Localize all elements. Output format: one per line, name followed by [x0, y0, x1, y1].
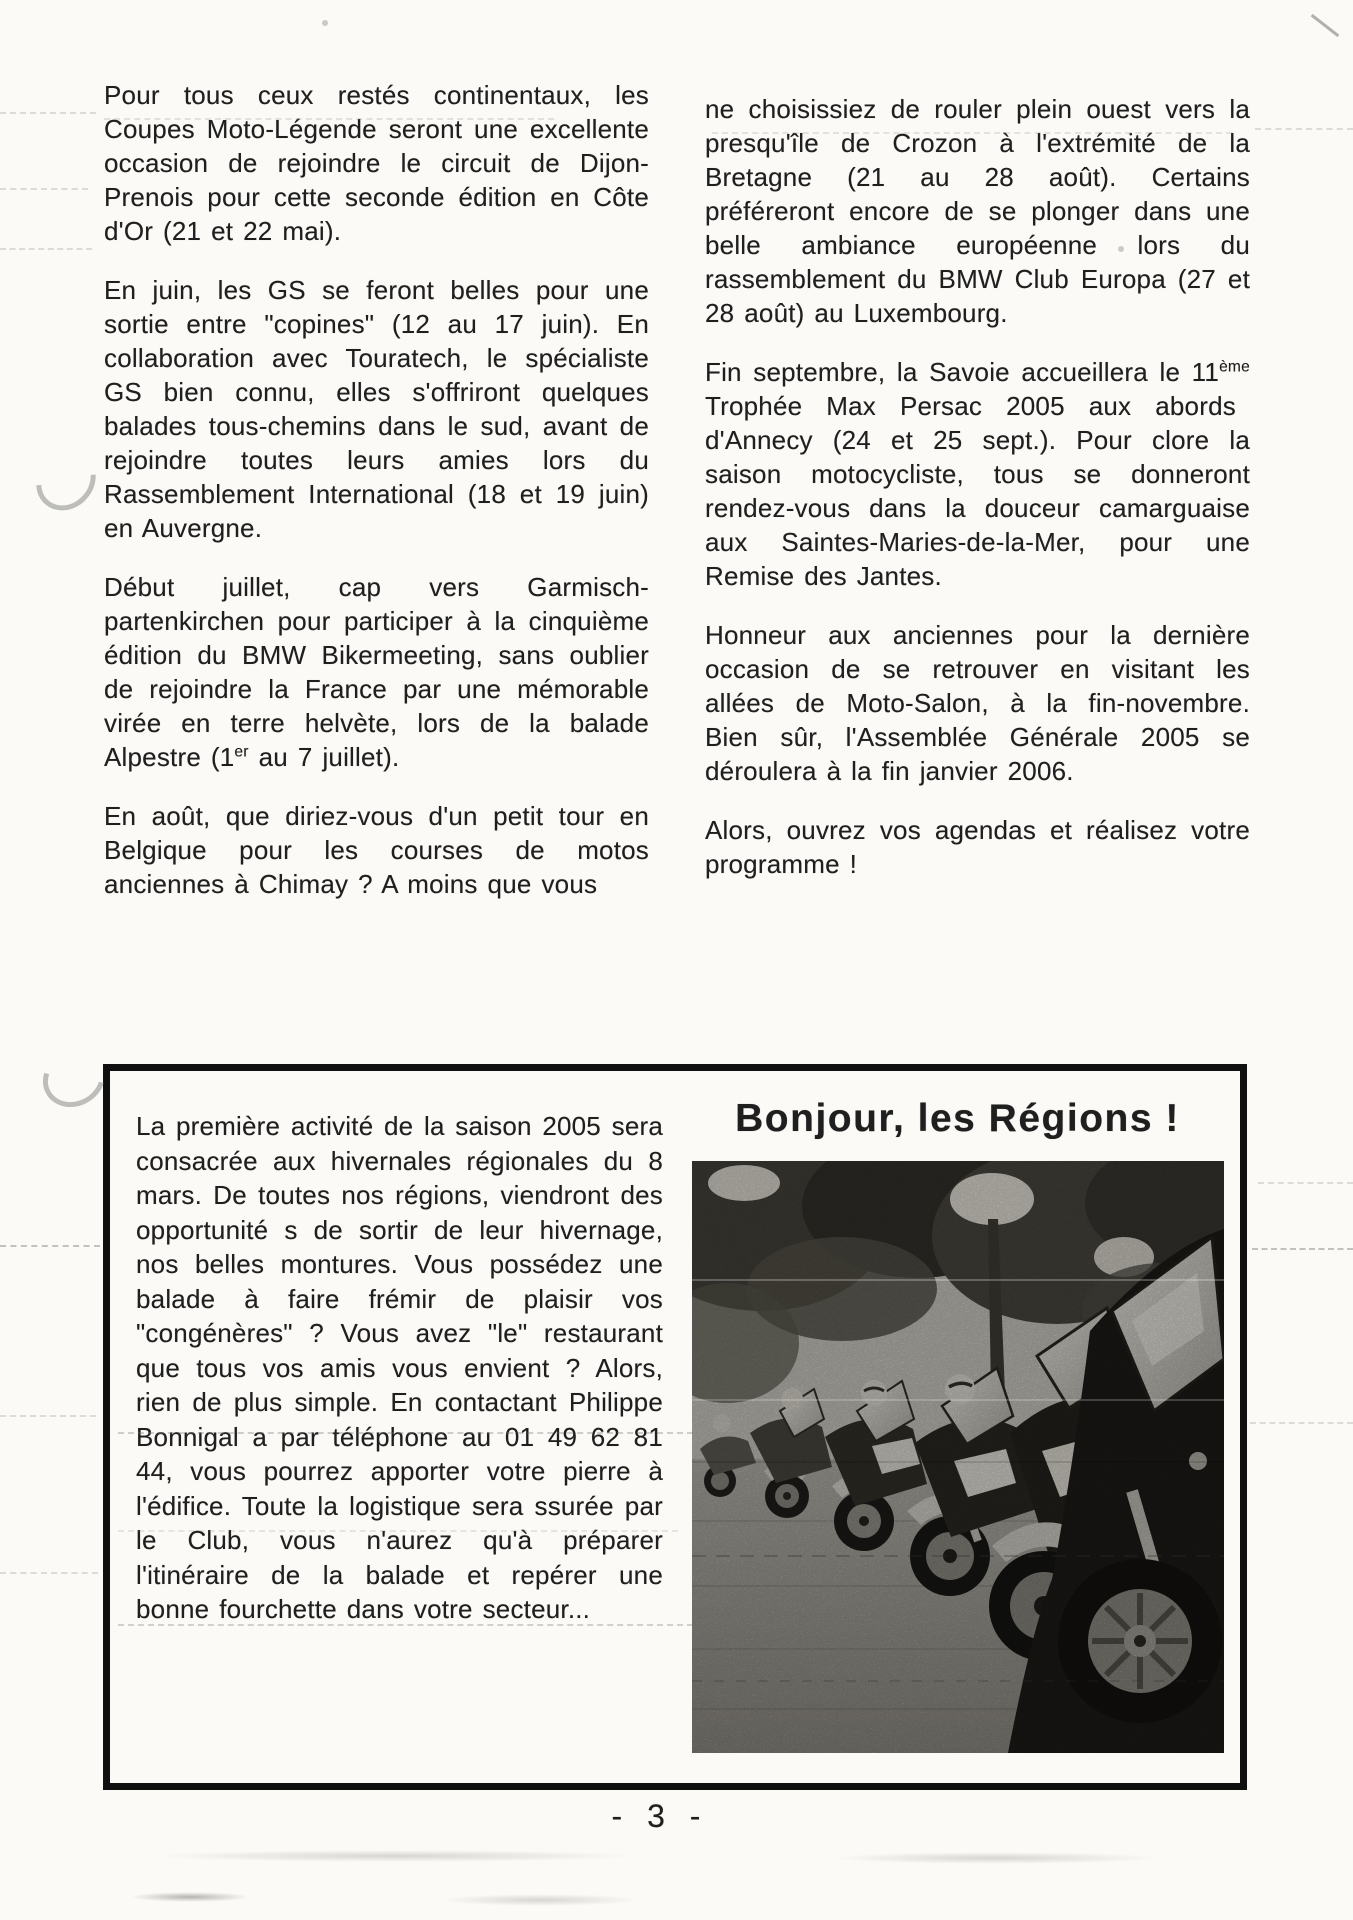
superscript: er — [234, 743, 249, 761]
paragraph-text: Trophée Max Persac 2005 aux abords d'Annecy (24 et 25 sept.). Pour clore la saison motocycliste, tous se donneront rendez-vous dans la douceur camarguaise aux Saintes-Maries-de-la-Mer, pour une Remise des Jantes. — [705, 391, 1250, 591]
scan-artifact-dash — [0, 1415, 96, 1417]
scan-artifact-corner-tick — [1311, 14, 1340, 37]
scan-artifact-dash — [1250, 1422, 1353, 1424]
paragraph — [104, 570, 649, 774]
paragraph: Alors, ouvrez vos agendas et réalisez votre programme ! — [705, 815, 1250, 879]
paragraph: En août, que diriez-vous d'un petit tour en Belgique pour les courses de motos anciennes à Chimay ? A moins que vous — [104, 801, 649, 899]
regions-feature-box — [103, 1064, 1247, 1790]
scan-artifact-dash — [0, 1245, 100, 1247]
article-columns — [104, 78, 1250, 926]
scan-artifact-smudge-3 — [130, 1892, 250, 1902]
motorcycles-lineup-photo — [692, 1161, 1224, 1753]
paragraph: Pour tous ceux restés continentaux, les Coupes Moto-Légende seront une excellente occasion de rejoindre le circuit de Dijon-Prenois pour cette seconde édition en Côte d'Or (21 et 22 mai). — [104, 80, 649, 246]
article-left-column — [104, 78, 649, 926]
scan-artifact-dash — [0, 112, 96, 114]
scan-artifact-dash — [0, 1572, 98, 1574]
scan-artifact-smudge-1 — [150, 1850, 640, 1862]
superscript: ème — [1219, 358, 1250, 376]
scan-artifact-dash — [0, 248, 92, 250]
paragraph-text: au 7 juillet). — [248, 742, 400, 772]
paragraph: La première activité de la saison 2005 sera consacrée aux hivernales régionales du 8 mars. De toutes nos régions, viendront des opportunité s de sortir de leur hivernage, nos belles montures. Vous possédez une balade à faire frémir de plaisir vos "congénères" ? Vous avez "le" restaurant que tous vos amis vous envient ? Alors, rien de plus simple. En contactant Philippe Bonnigal a par téléphone au 01 49 62 81 44, vous pourrez apporter votre pierre à l'édifice. Toute la logistique sera ssurée par le Club, vous n'aurez qu'à préparer l'itinéraire de la balade et repérer une bonne fourchette dans votre secteur... — [136, 1111, 663, 1624]
paragraph-text: Début juillet, cap vers Garmisch-partenkirchen pour participer à la cinquième édition du BMW Bikermeeting, sans oublier de rejoindre la France par une mémorable virée en terre helvète, lors de la balade Alpestre (1 — [104, 572, 649, 772]
page-number: - 3 - — [611, 1798, 709, 1834]
paragraph-text: Fin septembre, la Savoie accueillera le 11 — [705, 357, 1220, 387]
paragraph: En juin, les GS se feront belles pour une sortie entre "copines" (12 au 17 juin). En collaboration avec Touratech, le spécialiste GS bien connu, elles s'offriront quelques balades tous-chemins dans le sud, avant de rejoindre toutes leurs amies lors du Rassemblement International (18 et 19 juin) en Auvergne. — [104, 275, 649, 543]
paragraph — [705, 355, 1250, 593]
feature-box-right — [675, 1071, 1240, 1783]
scan-artifact-smudge-2 — [830, 1852, 1160, 1864]
scan-artifact-crescent-1 — [24, 437, 108, 522]
photo-grain — [692, 1161, 1224, 1753]
feature-box-heading: Bonjour, les Régions ! — [735, 1097, 1180, 1140]
feature-box-text — [110, 1071, 675, 1783]
scan-artifact-speck-2 — [322, 20, 328, 26]
scan-artifact-dash — [0, 188, 88, 190]
paragraph: Honneur aux anciennes pour la dernière occasion de se retrouver en visitant les allées de Moto-Salon, à la fin-novembre. Bien sûr, l'Assemblée Générale 2005 se déroulera à la fin janvier 2006. — [705, 620, 1250, 786]
paragraph: ne choisissiez de rouler plein ouest vers la presqu'île de Crozon à l'extrémité de la Bretagne (21 au 28 août). Certains préféreront encore de se plonger dans une belle ambiance européenne lors du rassemblement du BMW Club Europa (27 et 28 août) au Luxembourg. — [705, 94, 1250, 328]
article-right-column — [705, 78, 1250, 926]
scan-artifact-dash — [1252, 1248, 1353, 1250]
scan-artifact-dash — [1258, 1182, 1353, 1184]
scan-artifact-smudge-4 — [440, 1894, 640, 1906]
scan-artifact-dash — [1255, 128, 1353, 130]
